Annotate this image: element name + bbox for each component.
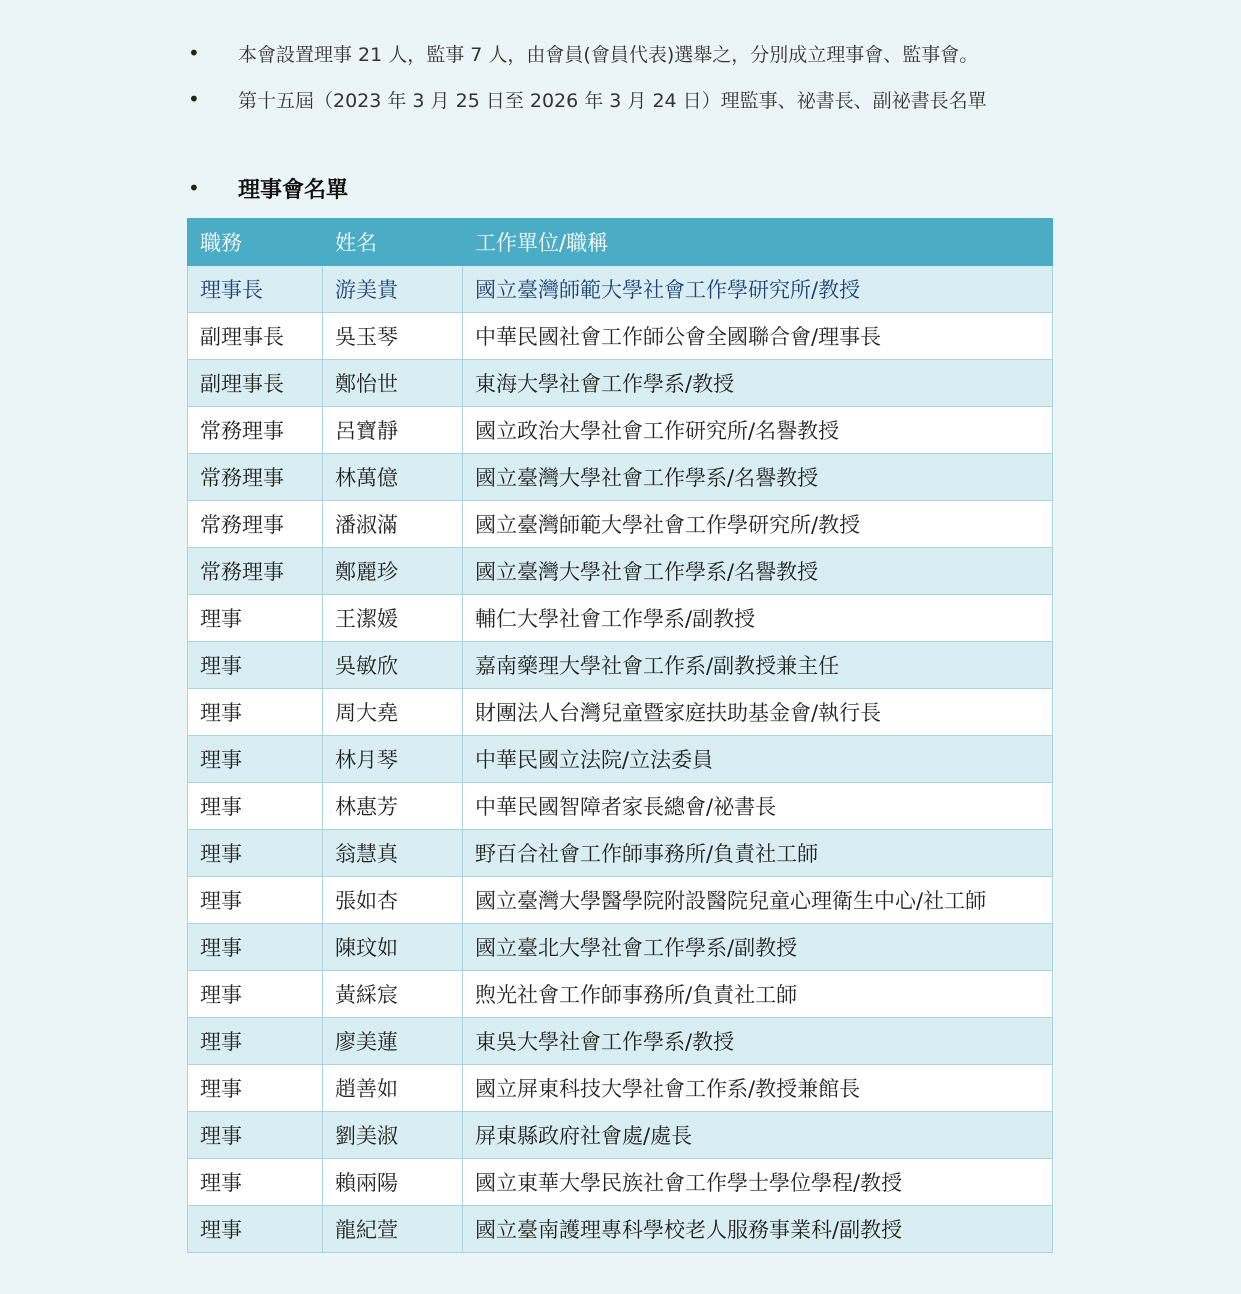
cell-organization: 國立臺北大學社會工作學系/副教授 [463, 924, 1053, 971]
cell-name: 黃綵宸 [323, 971, 463, 1018]
table-row [188, 736, 1053, 783]
cell-position: 理事 [188, 736, 323, 783]
section-title: 理事會名單 [238, 177, 349, 203]
cell-name: 呂寶靜 [323, 407, 463, 454]
table-row [188, 313, 1053, 360]
table-header-row [188, 219, 1053, 266]
cell-organization: 東海大學社會工作學系/教授 [463, 360, 1053, 407]
table-row [188, 1159, 1053, 1206]
cell-organization: 國立臺灣師範大學社會工作學研究所/教授 [463, 266, 1053, 313]
table-row [188, 454, 1053, 501]
cell-position: 理事 [188, 1159, 323, 1206]
cell-name: 吳敏欣 [323, 642, 463, 689]
table-row [188, 360, 1053, 407]
section-heading [188, 166, 348, 210]
bullet-dot-icon: • [188, 41, 200, 65]
cell-name: 鄭麗珍 [323, 548, 463, 595]
cell-position: 理事 [188, 1112, 323, 1159]
bullet-dot-icon: • [188, 176, 200, 200]
cell-organization: 國立臺灣大學社會工作學系/名譽教授 [463, 548, 1053, 595]
intro-bullets [188, 30, 1088, 122]
cell-organization: 中華民國立法院/立法委員 [463, 736, 1053, 783]
cell-position: 副理事長 [188, 313, 323, 360]
header-organization: 工作單位/職稱 [463, 219, 1053, 266]
cell-position: 理事 [188, 1065, 323, 1112]
cell-name: 鄭怡世 [323, 360, 463, 407]
cell-position: 常務理事 [188, 548, 323, 595]
cell-name: 趙善如 [323, 1065, 463, 1112]
cell-position: 常務理事 [188, 454, 323, 501]
table-row [188, 1065, 1053, 1112]
cell-organization: 屏東縣政府社會處/處長 [463, 1112, 1053, 1159]
cell-position: 理事 [188, 1206, 323, 1253]
cell-organization: 東吳大學社會工作學系/教授 [463, 1018, 1053, 1065]
intro-text-2: 第十五屆（2023 年 3 月 25 日至 2026 年 3 月 24 日）理監事、祕書長、副祕書長名單 [238, 89, 987, 112]
cell-position: 理事 [188, 783, 323, 830]
cell-name: 林月琴 [323, 736, 463, 783]
board-members-table [187, 218, 1053, 1253]
cell-organization: 國立臺南護理專科學校老人服務事業科/副教授 [463, 1206, 1053, 1253]
cell-name: 龍紀萱 [323, 1206, 463, 1253]
cell-organization: 嘉南藥理大學社會工作系/副教授兼主任 [463, 642, 1053, 689]
cell-organization: 輔仁大學社會工作學系/副教授 [463, 595, 1053, 642]
cell-name: 賴兩陽 [323, 1159, 463, 1206]
cell-organization: 財團法人台灣兒童暨家庭扶助基金會/執行長 [463, 689, 1053, 736]
intro-bullet-1 [188, 30, 1088, 76]
header-name: 姓名 [323, 219, 463, 266]
cell-organization: 國立臺灣師範大學社會工作學研究所/教授 [463, 501, 1053, 548]
cell-name: 游美貴 [323, 266, 463, 313]
table-row [188, 407, 1053, 454]
cell-organization: 中華民國智障者家長總會/祕書長 [463, 783, 1053, 830]
cell-name: 林惠芳 [323, 783, 463, 830]
table-row [188, 924, 1053, 971]
cell-name: 張如杏 [323, 877, 463, 924]
cell-position: 常務理事 [188, 501, 323, 548]
cell-position: 理事 [188, 689, 323, 736]
table-row [188, 1112, 1053, 1159]
cell-organization: 國立屏東科技大學社會工作系/教授兼館長 [463, 1065, 1053, 1112]
table-row [188, 1206, 1053, 1253]
table-row [188, 971, 1053, 1018]
cell-name: 翁慧真 [323, 830, 463, 877]
table-row [188, 595, 1053, 642]
cell-name: 廖美蓮 [323, 1018, 463, 1065]
cell-organization: 煦光社會工作師事務所/負責社工師 [463, 971, 1053, 1018]
cell-organization: 國立臺灣大學醫學院附設醫院兒童心理衛生中心/社工師 [463, 877, 1053, 924]
cell-organization: 國立東華大學民族社會工作學士學位學程/教授 [463, 1159, 1053, 1206]
cell-name: 周大堯 [323, 689, 463, 736]
cell-name: 潘淑滿 [323, 501, 463, 548]
table-row [188, 689, 1053, 736]
cell-position: 理事 [188, 924, 323, 971]
cell-name: 陳玟如 [323, 924, 463, 971]
cell-position: 理事 [188, 642, 323, 689]
cell-organization: 中華民國社會工作師公會全國聯合會/理事長 [463, 313, 1053, 360]
cell-name: 王潔媛 [323, 595, 463, 642]
table-row [188, 501, 1053, 548]
table-row [188, 642, 1053, 689]
bullet-dot-icon: • [188, 87, 200, 111]
table-row [188, 266, 1053, 313]
table-row [188, 830, 1053, 877]
cell-position: 副理事長 [188, 360, 323, 407]
cell-position: 理事 [188, 1018, 323, 1065]
table-row [188, 548, 1053, 595]
cell-name: 吳玉琴 [323, 313, 463, 360]
cell-organization: 國立政治大學社會工作研究所/名譽教授 [463, 407, 1053, 454]
intro-bullet-2 [188, 76, 1088, 122]
table-row [188, 1018, 1053, 1065]
cell-position: 理事長 [188, 266, 323, 313]
cell-position: 理事 [188, 595, 323, 642]
intro-text-1: 本會設置理事 21 人，監事 7 人，由會員(會員代表)選舉之，分別成立理事會、監事會。 [238, 43, 979, 66]
header-position: 職務 [188, 219, 323, 266]
cell-organization: 野百合社會工作師事務所/負責社工師 [463, 830, 1053, 877]
cell-position: 常務理事 [188, 407, 323, 454]
cell-name: 劉美淑 [323, 1112, 463, 1159]
cell-position: 理事 [188, 877, 323, 924]
table-row [188, 877, 1053, 924]
cell-position: 理事 [188, 971, 323, 1018]
cell-organization: 國立臺灣大學社會工作學系/名譽教授 [463, 454, 1053, 501]
cell-name: 林萬億 [323, 454, 463, 501]
cell-position: 理事 [188, 830, 323, 877]
table-row [188, 783, 1053, 830]
